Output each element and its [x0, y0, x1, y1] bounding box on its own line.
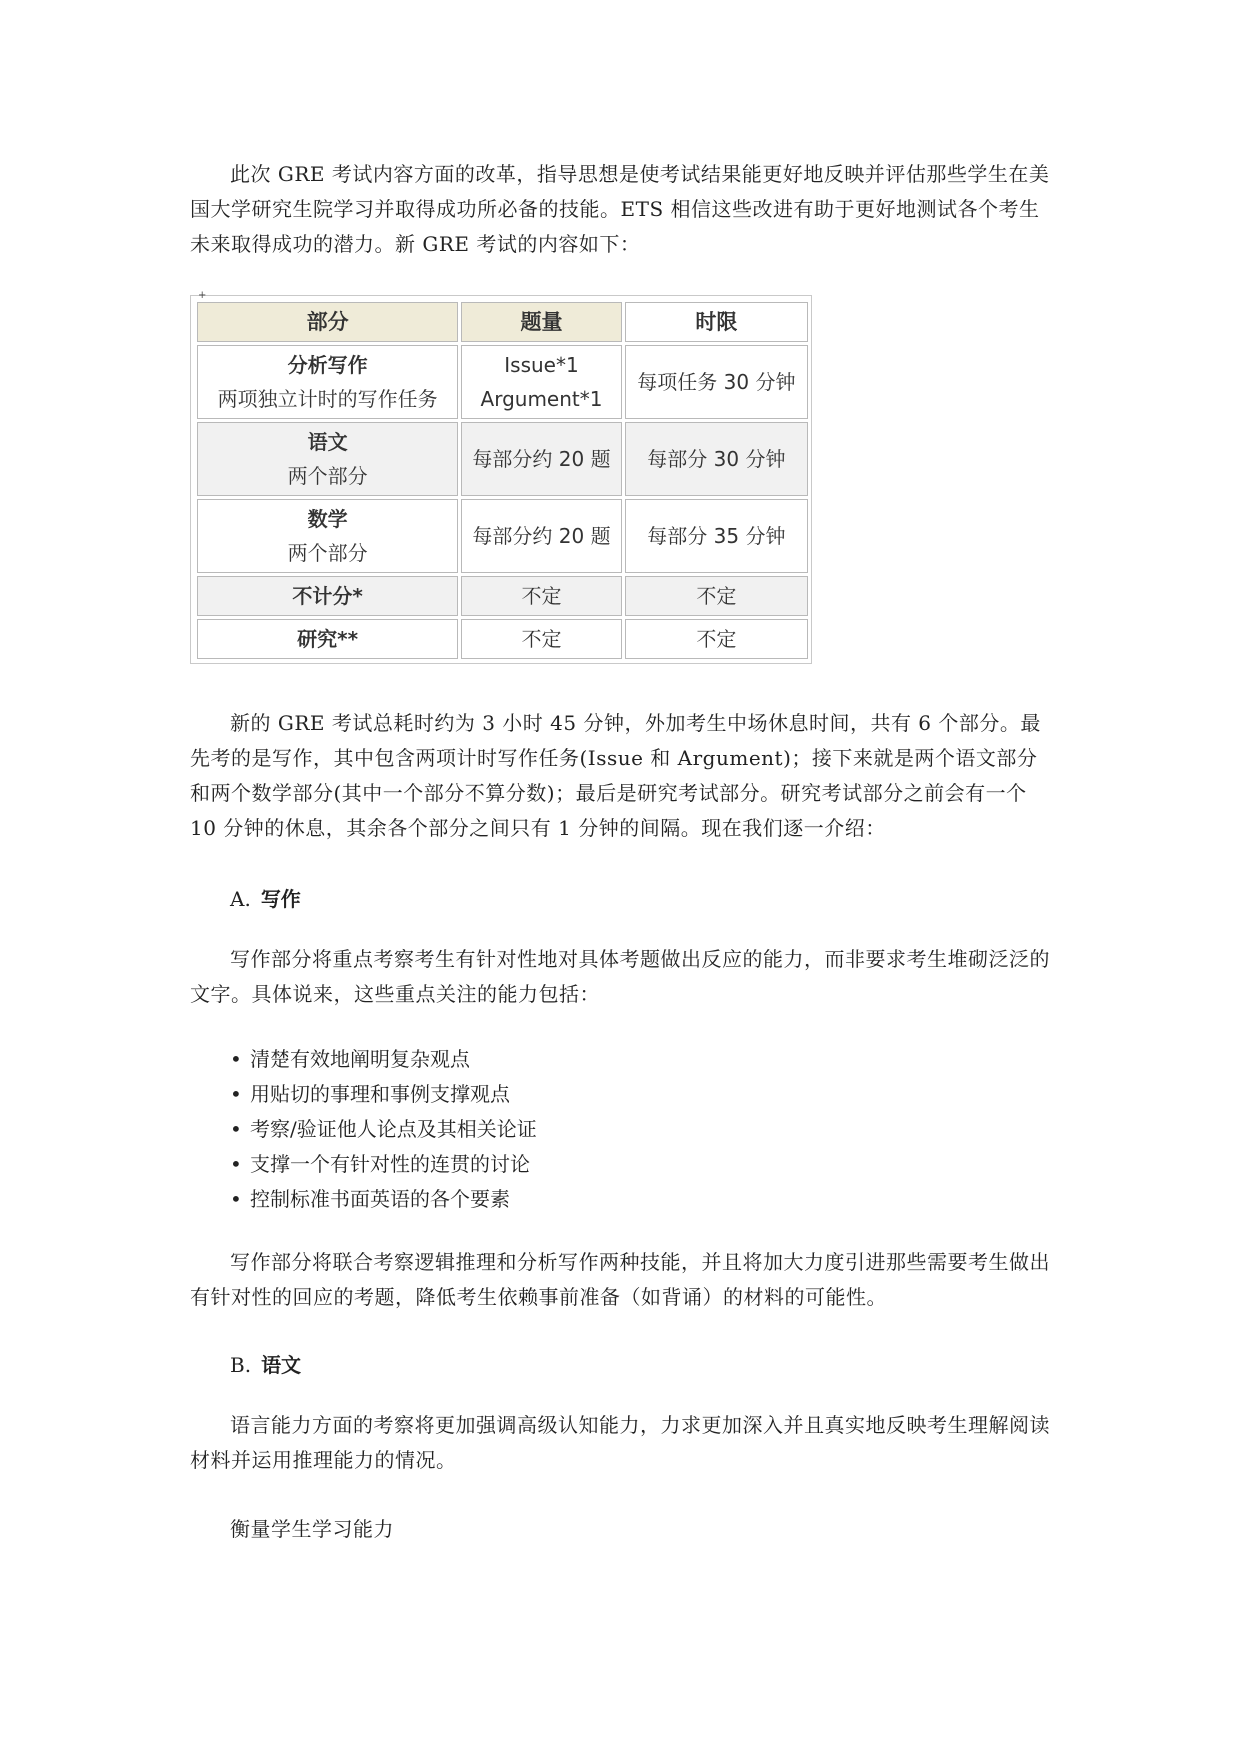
part-sub: 两项独立计时的写作任务 [217, 387, 438, 411]
time-cell: 不定 [625, 576, 808, 616]
part-name: 不计分* [292, 584, 363, 608]
list-item [230, 1147, 537, 1182]
list-item-text: 考察/验证他人论点及其相关论证 [250, 1117, 537, 1141]
bullet-icon: • [230, 1187, 242, 1211]
bullet-icon: • [230, 1117, 242, 1141]
intro-paragraph: 此次 GRE 考试内容方面的改革，指导思想是使考试结果能更好地反映并评估那些学生在美国大学研究生院学习并取得成功所必备的技能。ETS 相信这些改进有助于更好地测试各个考生未来取得成功的潜力。新 GRE 考试的内容如下： [190, 162, 1050, 256]
time-cell: 每部分 35 分钟 [625, 499, 808, 573]
overview-paragraph: 新的 GRE 考试总耗时约为 3 小时 45 分钟，外加考生中场休息时间，共有 6 个部分。最先考的是写作，其中包含两项计时写作任务(Issue 和 Argument)；接下来就是两个语文部分和两个数学部分(其中一个部分不算分数)；最后是研究考试部分。研究考试部分之前会有一个 10 分钟的休息，其余各个部分之间只有 1 分钟的间隔。现在我们逐一介绍： [190, 711, 1041, 840]
count-cell: 每部分约 20 题 [461, 422, 622, 496]
list-item [230, 1077, 537, 1112]
part-name: 数学 [307, 507, 348, 531]
time-cell: 每项任务 30 分钟 [625, 345, 808, 419]
bullet-icon: • [230, 1152, 242, 1176]
section-a-title: 写作 [260, 887, 301, 911]
gre-content-table-frame [190, 295, 812, 664]
list-item [230, 1182, 537, 1217]
count-argument: Argument*1 [480, 387, 603, 411]
header-time: 时限 [625, 302, 808, 342]
table-row [197, 345, 808, 419]
header-count: 题量 [461, 302, 622, 342]
section-b-paragraph-1: 语言能力方面的考察将更加强调高级认知能力，力求更加深入并且真实地反映考生理解阅读材料并运用推理能力的情况。 [190, 1413, 1050, 1472]
time-cell: 不定 [625, 619, 808, 659]
part-sub: 两个部分 [287, 541, 368, 565]
bullet-icon: • [230, 1047, 242, 1071]
list-item [230, 1042, 537, 1077]
count-cell: 不定 [461, 576, 622, 616]
part-sub: 两个部分 [287, 464, 368, 488]
list-item-text: 支撑一个有针对性的连贯的讨论 [250, 1152, 530, 1176]
part-name: 研究** [297, 627, 359, 651]
header-part: 部分 [197, 302, 458, 342]
part-name: 语文 [307, 430, 348, 454]
table-header-row [197, 302, 808, 342]
table-row [197, 422, 808, 496]
part-cell [197, 422, 458, 496]
list-item-text: 用贴切的事理和事例支撑观点 [250, 1082, 510, 1106]
count-cell [461, 345, 622, 419]
table-anchor-mark: + [198, 290, 207, 301]
part-cell [197, 499, 458, 573]
time-cell: 每部分 30 分钟 [625, 422, 808, 496]
list-item-text: 控制标准书面英语的各个要素 [250, 1187, 510, 1211]
part-cell [197, 345, 458, 419]
gre-content-table [194, 299, 811, 662]
section-a-paragraph-1: 写作部分将重点考察考生有针对性地对具体考题做出反应的能力，而非要求考生堆砌泛泛的文字。具体说来，这些重点关注的能力包括： [190, 947, 1050, 1006]
table-row [197, 499, 808, 573]
section-b-letter: B. [230, 1353, 252, 1377]
part-name: 分析写作 [287, 353, 368, 377]
count-cell: 每部分约 20 题 [461, 499, 622, 573]
part-cell [197, 619, 458, 659]
section-b-title: 语文 [261, 1353, 302, 1377]
count-issue: Issue*1 [504, 353, 579, 377]
list-item-text: 清楚有效地阐明复杂观点 [250, 1047, 470, 1071]
ability-list [230, 1042, 537, 1217]
bullet-icon: • [230, 1082, 242, 1106]
section-b-paragraph-2: 衡量学生学习能力 [230, 1517, 394, 1541]
section-a-heading [230, 883, 301, 912]
table-row [197, 619, 808, 659]
section-a-letter: A. [230, 887, 251, 911]
section-b-heading [230, 1349, 301, 1378]
list-item [230, 1112, 537, 1147]
section-a-paragraph-2: 写作部分将联合考察逻辑推理和分析写作两种技能，并且将加大力度引进那些需要考生做出有针对性的回应的考题，降低考生依赖事前准备（如背诵）的材料的可能性。 [190, 1250, 1050, 1309]
count-cell: 不定 [461, 619, 622, 659]
table-row [197, 576, 808, 616]
part-cell [197, 576, 458, 616]
